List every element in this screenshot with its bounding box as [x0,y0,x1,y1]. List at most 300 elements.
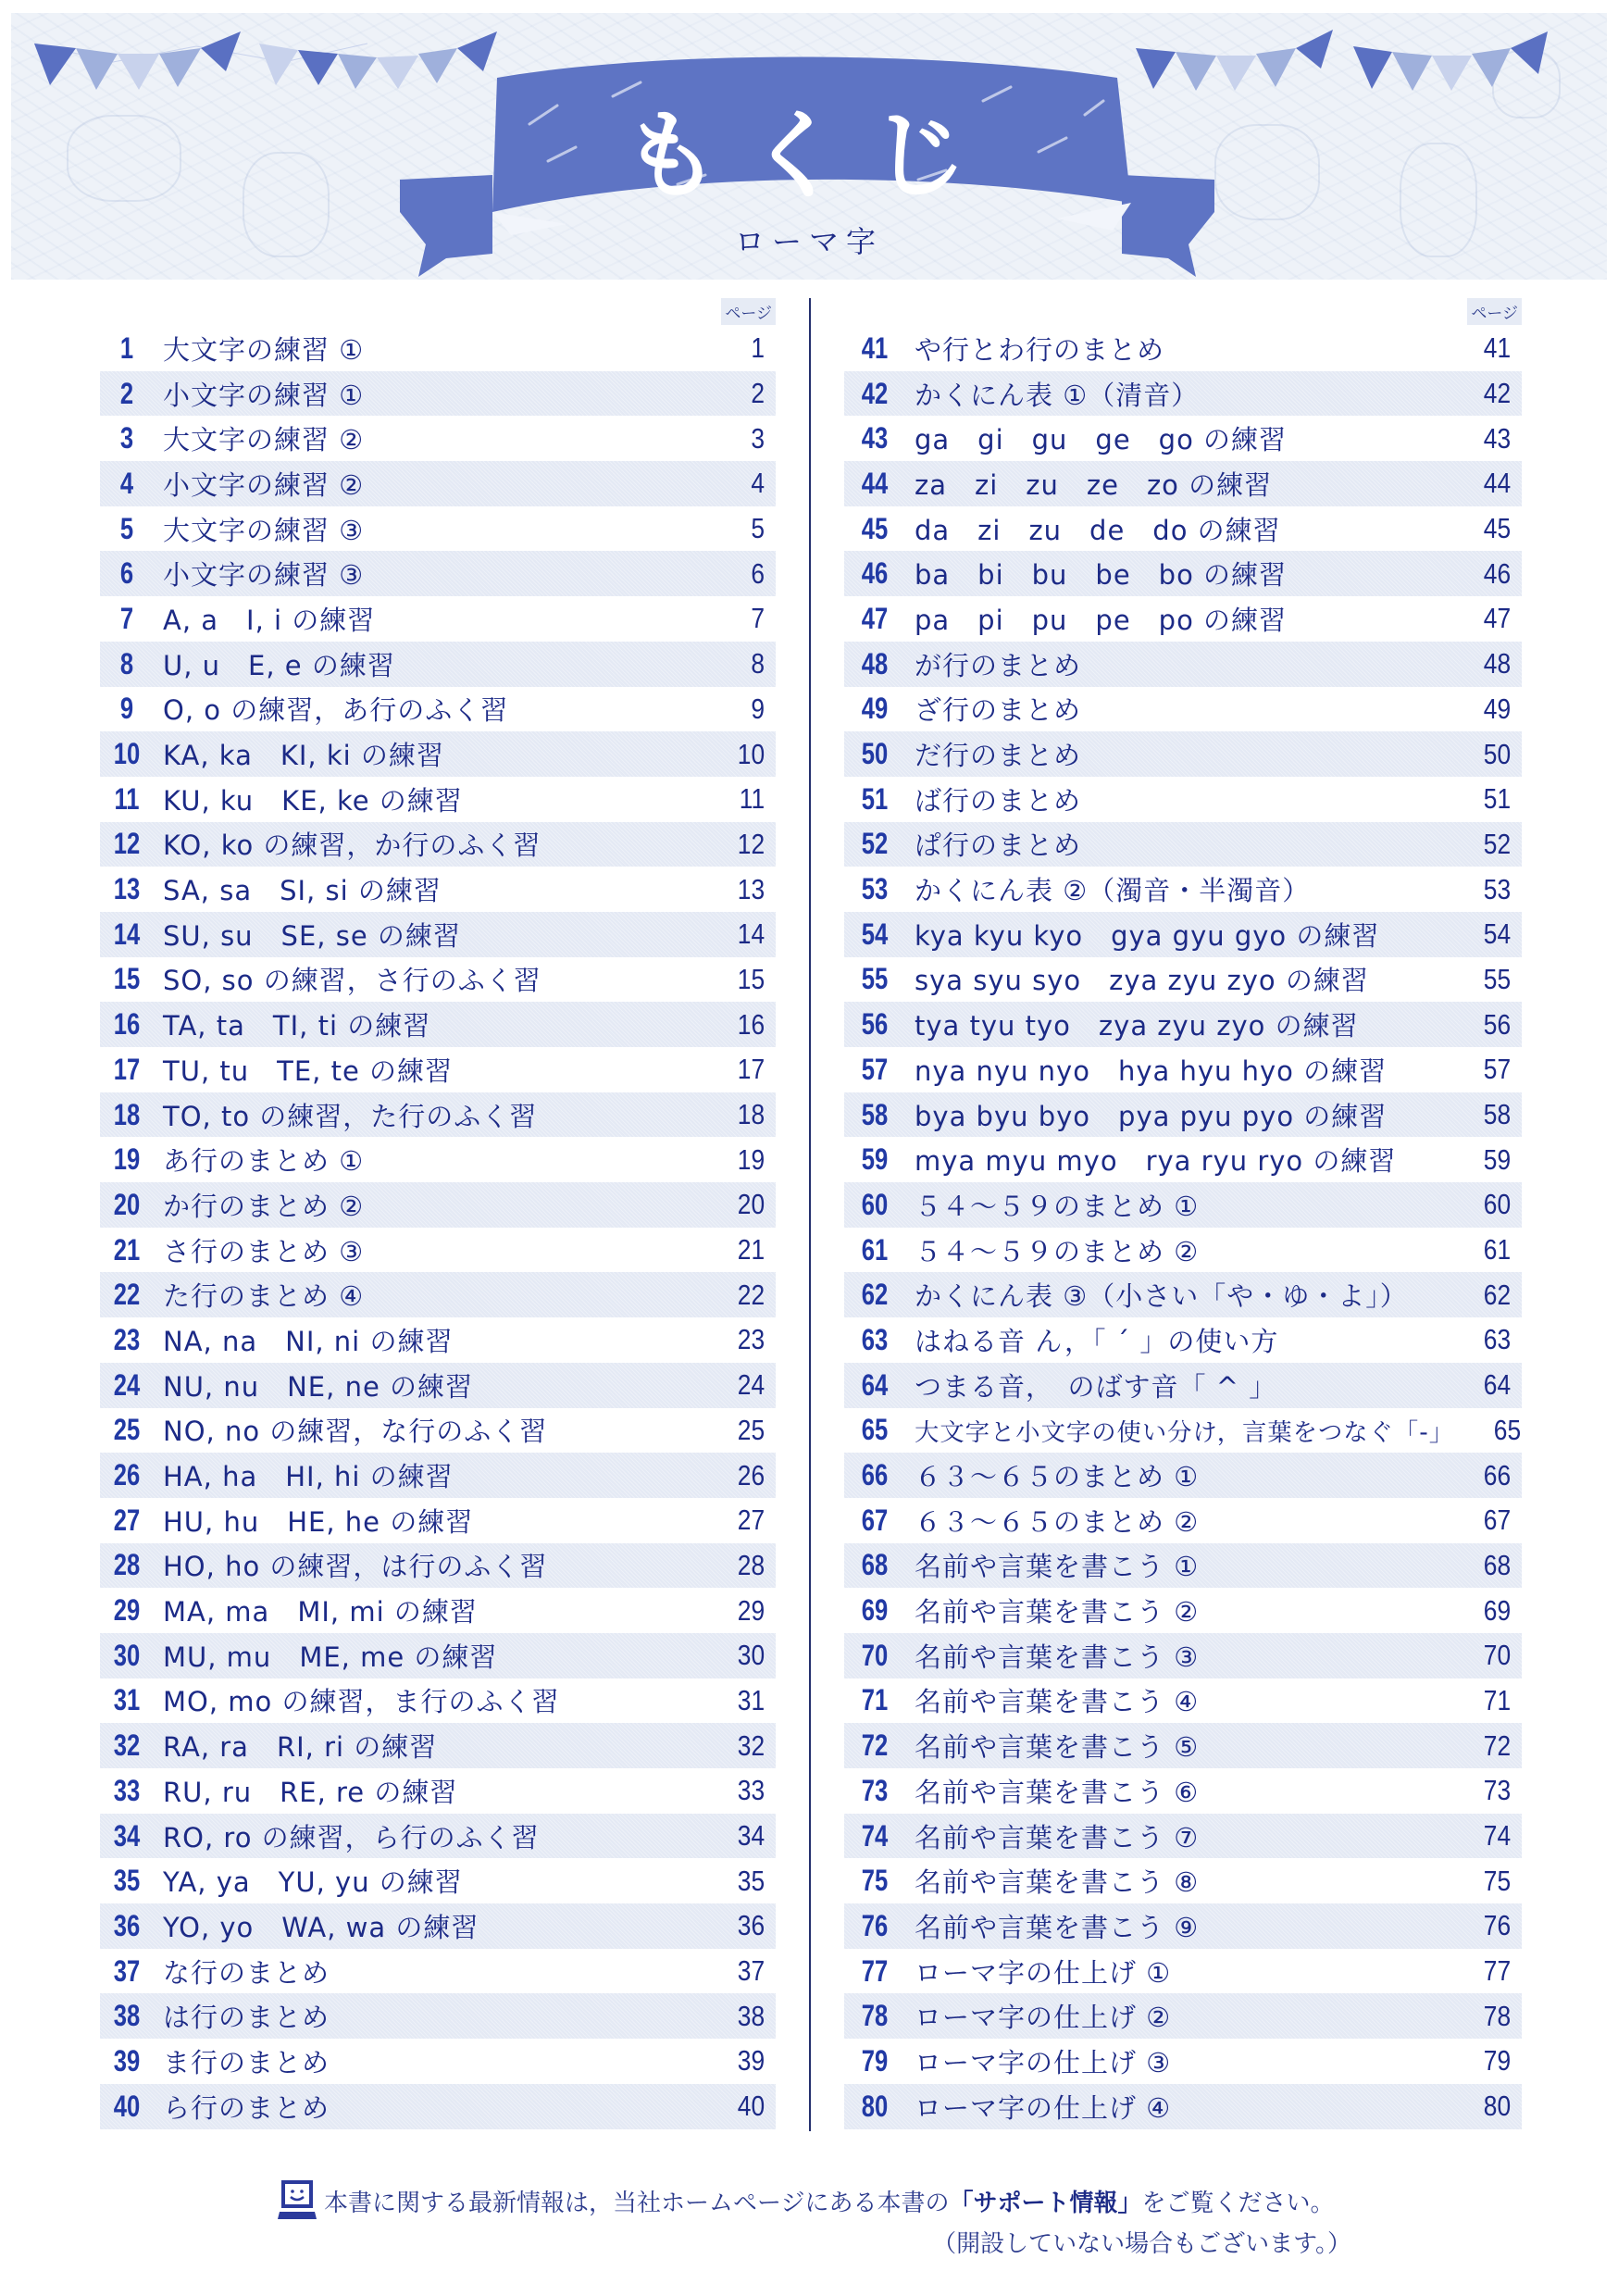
chapter-number: 9 [119,692,134,726]
chapter-title: kya kyu kyo gya gyu gyo の練習 [915,919,1380,952]
toc-entry[interactable] [100,461,776,506]
toc-entry[interactable] [100,1949,776,1994]
support-info-link: 「サポート情報」 [949,2189,1142,2217]
toc-entry[interactable] [100,1272,776,1317]
chapter-title: sya syu syo zya zyu zyo の練習 [915,965,1369,997]
chapter-title: 大文字の練習 ③ [163,514,365,546]
chapter-number: 43 [861,421,889,455]
chapter-title: MA, ma MI, mi の練習 [163,1596,478,1628]
page-number: 14 [737,917,765,951]
toc-entry[interactable] [100,1993,776,2039]
toc-entry[interactable] [844,1363,1522,1408]
page-number: 76 [1483,1909,1512,1942]
page-number: 57 [1483,1053,1512,1086]
chapter-title: や行とわ行のまとめ [915,333,1165,366]
chapter-title: ６３～６５のまとめ ① [915,1461,1200,1493]
toc-entry[interactable] [100,1814,776,1859]
page-column-header: ページ [1467,298,1522,325]
toc-entry[interactable] [844,1453,1522,1498]
chapter-title: か行のまとめ ② [163,1190,365,1222]
toc-entry[interactable] [100,2084,776,2129]
chapter-title: 名前や言葉を書こう ② [915,1596,1200,1628]
chapter-title: MO, mo の練習，ま行のふく習 [163,1686,560,1718]
toc-entry[interactable] [100,1453,776,1498]
chapter-number: 12 [113,827,141,861]
page-number: 73 [1483,1774,1512,1807]
chapter-title: ６３～６５のまとめ ② [915,1505,1200,1538]
chapter-number: 25 [113,1413,141,1447]
chapter-title: NU, nu NE, ne の練習 [163,1370,474,1403]
chapter-number: 48 [861,646,889,680]
page-number: 69 [1483,1593,1512,1627]
chapter-title: ローマ字の仕上げ ② [915,2002,1172,2034]
toc-entry[interactable] [100,506,776,552]
toc-entry[interactable] [100,1858,776,1903]
page-number: 39 [737,2044,765,2078]
toc-entry[interactable] [844,1228,1522,1273]
chapter-number: 55 [861,962,889,996]
chapter-title: pa pi pu pe po の練習 [915,604,1288,636]
page-number: 62 [1483,1278,1512,1311]
toc-entry[interactable] [844,1858,1522,1903]
toc-entry[interactable] [844,1949,1522,1994]
page-number: 66 [1483,1458,1512,1491]
chapter-title: ローマ字の仕上げ ④ [915,2091,1172,2124]
toc-entry[interactable] [100,2039,776,2084]
chapter-title: SA, sa SI, si の練習 [163,875,442,907]
page-number: 52 [1483,827,1512,860]
toc-entry[interactable] [100,1092,776,1138]
chapter-number: 40 [113,2089,141,2123]
chapter-title: HU, hu HE, he の練習 [163,1505,474,1538]
toc-entry[interactable] [100,1002,776,1047]
toc-entry[interactable] [844,642,1522,687]
chapter-number: 14 [113,917,141,951]
chapter-title: かくにん表 ③（小さい「や・ゆ・よ」） [915,1280,1408,1313]
toc-entry[interactable] [100,642,776,687]
chapter-number: 58 [861,1097,889,1131]
chapter-title: あ行のまとめ ① [163,1145,365,1178]
chapter-title: YO, yo WA, wa の練習 [163,1911,479,1943]
toc-entry[interactable] [100,1678,776,1724]
toc-entry[interactable] [100,687,776,732]
page-number: 78 [1483,1999,1512,2032]
toc-entry[interactable] [844,1092,1522,1138]
chapter-number: 20 [113,1187,141,1221]
page-number: 60 [1483,1188,1512,1221]
chapter-title: 大文字の練習 ① [163,333,365,366]
chapter-number: 56 [861,1007,889,1042]
page-number: 25 [737,1413,765,1446]
chapter-title: ぱ行のまとめ [915,830,1082,862]
chapter-title: 大文字と小文字の使い分け，言葉をつなぐ「-」 [915,1418,1455,1447]
chapter-number: 51 [861,781,889,816]
chapter-number: 3 [119,421,134,455]
chapter-title: 名前や言葉を書こう ⑧ [915,1866,1200,1899]
header-banner-area [11,13,1607,280]
page-number: 33 [737,1774,765,1807]
chapter-title: ba bi bu be bo の練習 [915,559,1288,592]
chapter-title: かくにん表 ①（清音） [915,379,1200,411]
toc-entry[interactable] [844,1272,1522,1317]
chapter-number: 78 [861,1999,889,2033]
chapter-number: 70 [861,1638,889,1672]
chapter-number: 69 [861,1593,889,1628]
page-number: 11 [739,782,765,816]
page-number: 6 [751,556,765,590]
toc-entry[interactable] [100,326,776,371]
page-number: 5 [751,512,765,545]
page-number: 13 [737,872,765,905]
page-number: 44 [1483,467,1512,500]
page-number: 46 [1483,556,1512,590]
chapter-title: TU, tu TE, te の練習 [163,1054,454,1087]
toc-entry[interactable] [844,461,1522,506]
chapter-title: da zi zu de do の練習 [915,514,1281,546]
chapter-title: SU, su SE, se の練習 [163,919,461,952]
toc-entry[interactable] [844,1678,1522,1724]
toc-entry[interactable] [844,687,1522,732]
toc-entry[interactable] [100,1633,776,1678]
toc-entry[interactable] [100,1543,776,1589]
page-number: 51 [1483,782,1512,816]
page-number: 34 [737,1819,765,1853]
toc-entry[interactable] [100,1408,776,1454]
page-number: 18 [737,1098,765,1131]
toc-entry[interactable] [100,1588,776,1633]
chapter-number: 45 [861,511,889,545]
page-number: 32 [737,1728,765,1762]
page-number: 67 [1483,1504,1512,1537]
page-number: 28 [737,1548,765,1581]
computer-icon [278,2180,317,2221]
chapter-number: 19 [113,1142,141,1177]
toc-entry[interactable] [100,957,776,1003]
toc-entry[interactable] [844,1047,1522,1092]
page-number: 72 [1483,1728,1512,1762]
page-title: もくじ [622,99,995,212]
chapter-title: HO, ho の練習，は行のふく習 [163,1551,548,1583]
toc-entry[interactable] [844,1408,1522,1454]
chapter-number: 34 [113,1818,141,1853]
toc-entry[interactable] [100,1363,776,1408]
chapter-number: 4 [119,466,134,500]
page-number: 59 [1483,1142,1512,1176]
page-number: 77 [1483,1954,1512,1988]
chapter-number: 13 [113,872,141,906]
toc-entry[interactable] [844,1814,1522,1859]
toc-entry[interactable] [100,1768,776,1814]
chapter-number: 52 [861,827,889,861]
chapter-title: KU, ku KE, ke の練習 [163,784,463,817]
chapter-number: 1 [119,331,134,365]
chapter-number: 63 [861,1322,889,1356]
toc-entry[interactable] [100,822,776,867]
column-divider [809,298,811,2131]
page-number: 54 [1483,917,1512,951]
chapter-title: ５４～５９のまとめ ② [915,1235,1200,1267]
page-number: 35 [737,1864,765,1897]
chapter-number: 74 [861,1818,889,1853]
toc-entry[interactable] [100,371,776,417]
toc-entry[interactable] [844,1588,1522,1633]
chapter-title: U, u E, e の練習 [163,649,395,681]
chapter-title: 小文字の練習 ③ [163,559,365,592]
chapter-number: 8 [119,646,134,680]
chapter-title: た行のまとめ ④ [163,1280,365,1313]
chapter-title: TO, to の練習，た行のふく習 [163,1100,538,1132]
chapter-title: 小文字の練習 ① [163,379,365,411]
chapter-number: 37 [113,1953,141,1988]
toc-entry[interactable] [844,1633,1522,1678]
chapter-title: SO, so の練習，さ行のふく習 [163,965,541,997]
page-number: 16 [737,1007,765,1041]
chapter-number: 28 [113,1548,141,1582]
chapter-number: 6 [119,556,134,591]
chapter-number: 38 [113,1999,141,2033]
footer-text-2: をご覧ください。 [1141,2189,1335,2217]
page-number: 7 [751,602,765,635]
chapter-title: かくにん表 ②（濁音・半濁音） [915,875,1311,907]
chapter-title: 名前や言葉を書こう ⑤ [915,1731,1200,1764]
toc-entry[interactable] [844,912,1522,957]
toc-entry[interactable] [844,822,1522,867]
chapter-number: 62 [861,1278,889,1312]
chapter-title: ざ行のまとめ [915,694,1082,727]
chapter-number: 36 [113,1908,141,1942]
toc-entry[interactable] [844,1182,1522,1228]
chapter-title: ga gi gu ge go の練習 [915,424,1288,456]
chapter-title: ローマ字の仕上げ ③ [915,2046,1172,2078]
page-number: 9 [751,692,765,725]
toc-entry[interactable] [844,2084,1522,2129]
chapter-title: za zi zu ze zo の練習 [915,468,1273,501]
page-number: 64 [1483,1368,1512,1402]
chapter-title: A, a I, i の練習 [163,604,376,636]
toc-entry[interactable] [844,1498,1522,1543]
page-number: 40 [737,2090,765,2123]
chapter-title: O, o の練習，あ行のふく習 [163,694,509,727]
page-number: 58 [1483,1098,1512,1131]
page-number: 55 [1483,962,1512,995]
chapter-number: 29 [113,1593,141,1628]
page-number: 79 [1483,2044,1512,2078]
chapter-title: KO, ko の練習，か行のふく習 [163,830,541,862]
page-number: 47 [1483,602,1512,635]
toc-entry[interactable] [844,2039,1522,2084]
chapter-title: HA, ha HI, hi の練習 [163,1461,454,1493]
page-number: 75 [1483,1864,1512,1897]
toc-entry[interactable] [100,777,776,822]
chapter-number: 59 [861,1142,889,1177]
chapter-title: は行のまとめ [163,2002,330,2034]
toc-entry[interactable] [100,1182,776,1228]
toc-entry[interactable] [100,1047,776,1092]
toc-entry[interactable] [100,416,776,461]
page-number: 36 [737,1909,765,1942]
toc-entry[interactable] [844,1993,1522,2039]
toc-entry[interactable] [100,596,776,642]
toc-entry[interactable] [100,867,776,912]
chapter-number: 50 [861,737,889,771]
chapter-title: 名前や言葉を書こう ① [915,1551,1200,1583]
chapter-number: 80 [861,2089,889,2123]
page-subtitle: ローマ字 [734,224,883,259]
page-number: 23 [737,1323,765,1356]
toc-entry[interactable] [100,1228,776,1273]
chapter-title: な行のまとめ [163,1956,330,1989]
toc-entry[interactable] [100,1317,776,1363]
toc-entry[interactable] [100,1137,776,1182]
chapter-title: 名前や言葉を書こう ⑥ [915,1776,1200,1808]
page-number: 50 [1483,737,1512,770]
chapter-title: さ行のまとめ ③ [163,1235,365,1267]
footer-text-1: 本書に関する最新情報は，当社ホームページにある本書の [324,2189,950,2217]
toc-entry[interactable] [844,416,1522,461]
chapter-title: ローマ字の仕上げ ① [915,1956,1172,1989]
toc-entry[interactable] [100,1723,776,1768]
page-number: 74 [1483,1819,1512,1853]
page-number: 19 [737,1142,765,1176]
chapter-number: 61 [861,1232,889,1267]
page-number: 70 [1483,1639,1512,1672]
chapter-title: 大文字の練習 ② [163,424,365,456]
chapter-number: 53 [861,872,889,906]
chapter-title: RA, ra RI, ri の練習 [163,1731,438,1764]
page-number: 2 [751,377,765,410]
chapter-title: が行のまとめ [915,649,1082,681]
chapter-title: KA, ka KI, ki の練習 [163,740,444,772]
chapter-number: 16 [113,1007,141,1042]
chapter-title: 名前や言葉を書こう ③ [915,1641,1200,1673]
chapter-number: 68 [861,1548,889,1582]
toc-entry[interactable] [844,1002,1522,1047]
chapter-title: NO, no の練習，な行のふく習 [163,1416,548,1448]
chapter-number: 65 [861,1413,889,1447]
chapter-title: nya nyu nyo hya hyu hyo の練習 [915,1054,1388,1087]
chapter-number: 54 [861,917,889,951]
footer-notice [278,2180,1361,2259]
toc-entry[interactable] [844,506,1522,552]
page-number: 48 [1483,647,1512,680]
chapter-number: 76 [861,1908,889,1942]
chapter-number: 39 [113,2043,141,2078]
chapter-number: 7 [119,601,134,635]
chapter-title: bya byu byo pya pyu pyo の練習 [915,1100,1388,1132]
chapter-title: MU, mu ME, me の練習 [163,1641,498,1673]
toc-entry[interactable] [844,1768,1522,1814]
page-number: 22 [737,1278,765,1311]
page-number: 65 [1493,1413,1522,1446]
chapter-number: 66 [861,1458,889,1492]
toc-list-right [844,326,1522,2129]
footer-note: （開設していない場合もございます。） [932,2230,1351,2258]
chapter-number: 35 [113,1864,141,1898]
chapter-title: 小文字の練習 ② [163,468,365,501]
chapter-number: 21 [113,1232,141,1267]
chapter-number: 60 [861,1187,889,1221]
page-number: 27 [737,1504,765,1537]
chapter-number: 49 [861,692,889,726]
chapter-title: ま行のまとめ [163,2046,330,2078]
chapter-number: 72 [861,1728,889,1763]
chapter-number: 79 [861,2043,889,2078]
toc-entry[interactable] [844,777,1522,822]
toc-entry[interactable] [844,1723,1522,1768]
page-number: 61 [1483,1233,1512,1267]
toc-entry[interactable] [100,1903,776,1949]
toc-entry[interactable] [844,551,1522,596]
chapter-number: 10 [113,737,141,771]
chapter-number: 31 [113,1683,141,1717]
toc-entry[interactable] [844,1137,1522,1182]
page-number: 30 [737,1639,765,1672]
chapter-number: 26 [113,1458,141,1492]
toc-entry[interactable] [100,1498,776,1543]
page-number: 17 [737,1053,765,1086]
chapter-number: 2 [119,376,134,410]
chapter-number: 44 [861,466,889,500]
page-number: 53 [1483,872,1512,905]
toc-entry[interactable] [844,1903,1522,1949]
chapter-title: ら行のまとめ [163,2091,330,2124]
chapter-number: 15 [113,962,141,996]
page-column-header: ページ [721,298,776,325]
toc-entry[interactable] [844,957,1522,1003]
page-number: 24 [737,1368,765,1402]
toc-entry[interactable] [844,326,1522,371]
page-number: 12 [737,827,765,860]
toc-entry[interactable] [100,731,776,777]
chapter-title: RO, ro の練習，ら行のふく習 [163,1821,540,1853]
toc-entry[interactable] [844,867,1522,912]
chapter-number: 71 [861,1683,889,1717]
chapter-title: RU, ru RE, re の練習 [163,1776,458,1808]
chapter-number: 11 [114,781,140,816]
page-number: 10 [737,737,765,770]
toc-entry[interactable] [844,1317,1522,1363]
chapter-number: 23 [113,1322,141,1356]
toc-entry[interactable] [100,551,776,596]
page-number: 4 [751,467,765,500]
chapter-number: 73 [861,1773,889,1807]
chapter-title: 名前や言葉を書こう ⑨ [915,1911,1200,1943]
page-number: 8 [751,647,765,680]
page-number: 68 [1483,1548,1512,1581]
toc-entry[interactable] [100,912,776,957]
chapter-number: 5 [119,511,134,545]
page-number: 41 [1483,331,1512,365]
chapter-title: ば行のまとめ [915,784,1082,817]
page-number: 42 [1483,377,1512,410]
chapter-title: NA, na NI, ni の練習 [163,1325,454,1357]
page-number: 71 [1483,1683,1512,1716]
toc-entry[interactable] [844,731,1522,777]
chapter-title: YA, ya YU, yu の練習 [163,1866,463,1899]
page-number: 37 [737,1954,765,1988]
page-number: 15 [737,962,765,995]
chapter-number: 32 [113,1728,141,1763]
toc-entry[interactable] [844,371,1522,417]
toc-entry[interactable] [844,596,1522,642]
chapter-number: 41 [861,331,889,365]
chapter-number: 18 [113,1097,141,1131]
chapter-number: 46 [861,556,889,591]
chapter-number: 77 [861,1953,889,1988]
page-number: 80 [1483,2090,1512,2123]
toc-entry[interactable] [844,1543,1522,1589]
chapter-number: 57 [861,1052,889,1086]
